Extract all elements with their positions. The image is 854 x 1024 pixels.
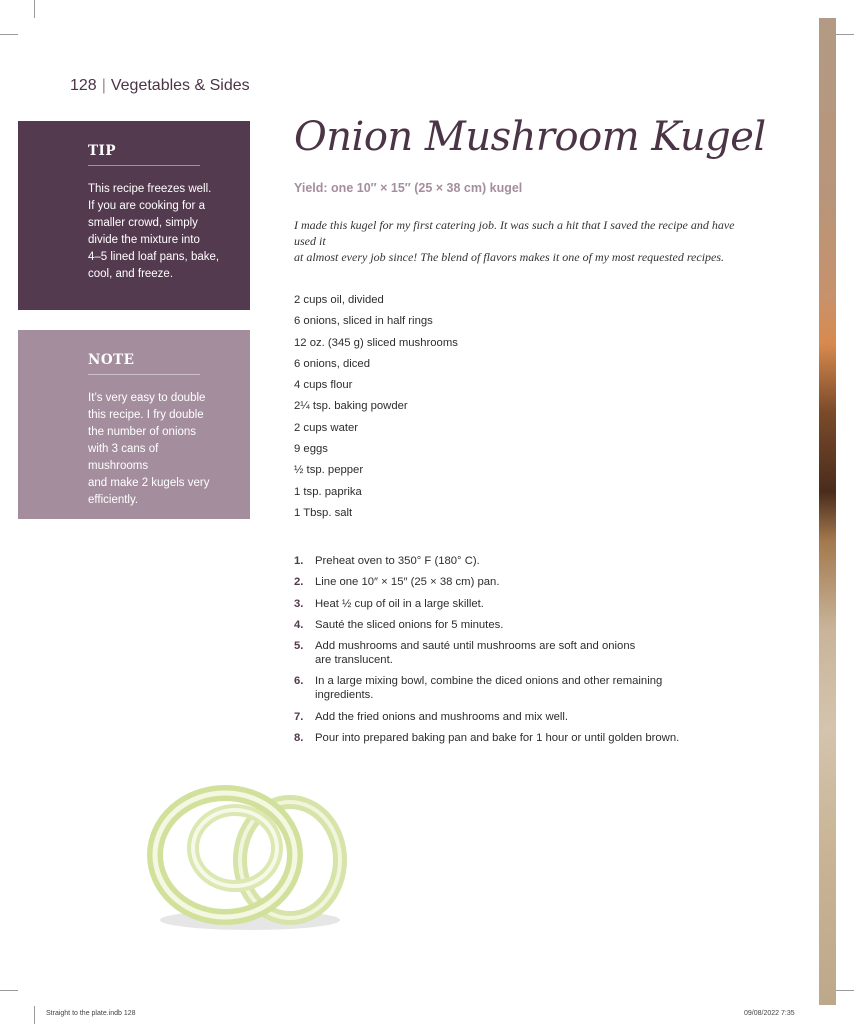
header-divider: |	[101, 77, 106, 94]
step-text	[315, 618, 694, 632]
section-title: Vegetables & Sides	[110, 77, 250, 94]
step-line: In a large mixing bowl, combine the diced onions and other remaining	[315, 675, 663, 688]
ingredient-item: 2 cups water	[294, 421, 359, 434]
note-line: and make 2 kugels very	[88, 477, 210, 489]
note-line: efficiently.	[88, 494, 139, 506]
tip-line: If you are cooking for a	[88, 200, 205, 212]
crop-mark	[0, 990, 18, 991]
step-line: Add the fried onions and mushrooms and mix well.	[315, 710, 569, 723]
step-text	[315, 597, 694, 611]
step-number: 2.	[294, 576, 304, 589]
footer-file-slug: Straight to the plate.indb 128	[46, 1010, 136, 1017]
step-number: 1.	[294, 555, 304, 567]
step-line: Line one 10″ × 15″ (25 × 38 cm) pan.	[315, 576, 500, 589]
tip-line: divide the mixture into	[88, 234, 200, 246]
instructions-list	[294, 554, 694, 752]
step-text	[315, 731, 694, 745]
note-line: with 3 cans of mushrooms	[88, 443, 159, 472]
tip-divider	[88, 165, 200, 166]
step-line: are translucent.	[315, 654, 393, 667]
step-line: Sauté the sliced onions for 5 minutes.	[315, 618, 504, 631]
ingredient-item: 6 onions, diced	[294, 357, 370, 370]
crop-mark	[34, 0, 35, 18]
recipe-yield: Yield: one 10″ × 15″ (25 × 38 cm) kugel	[294, 181, 523, 195]
instruction-step	[294, 618, 694, 632]
tip-line: 4–5 lined loaf pans, bake,	[88, 251, 220, 263]
note-heading: NOTE	[88, 352, 135, 368]
note-line: It’s very easy to double	[88, 392, 206, 404]
step-number: 3.	[294, 597, 304, 610]
ingredient-item: 2¼ tsp. baking powder	[294, 400, 408, 413]
ingredient-item: ½ tsp. pepper	[294, 464, 364, 477]
recipe-title: Onion Mushroom Kugel	[294, 114, 766, 160]
page-number: 128	[70, 77, 97, 94]
ingredient-item: 2 cups oil, divided	[294, 294, 384, 306]
crop-mark	[836, 990, 854, 991]
running-header	[70, 77, 250, 95]
instruction-step	[294, 597, 694, 611]
tip-line: This recipe freezes well.	[88, 183, 212, 195]
step-line: Heat ½ cup of oil in a large skillet.	[315, 597, 484, 610]
instruction-step	[294, 554, 694, 568]
step-line: Pour into prepared baking pan and bake for 1 hour or until golden brown.	[315, 732, 680, 745]
note-text	[88, 390, 220, 509]
intro-line: I made this kugel for my first catering job. It was such a hit that I saved the recipe and have used it	[294, 218, 735, 248]
ingredients-list	[294, 292, 458, 526]
instruction-step	[294, 674, 694, 702]
ingredient-item: 9 eggs	[294, 443, 328, 456]
footer-datetime: 09/08/2022 7:35	[744, 1010, 795, 1017]
note-line: the number of onions	[88, 426, 197, 438]
note-divider	[88, 374, 200, 375]
step-number: 5.	[294, 640, 304, 653]
step-number: 7.	[294, 710, 304, 723]
step-line: Preheat oven to 350° F (180° C).	[315, 555, 480, 567]
ingredient-item: 1 Tbsp. salt	[294, 506, 353, 519]
step-text	[315, 575, 694, 589]
recipe-intro	[294, 217, 754, 265]
crop-mark	[34, 1006, 35, 1024]
ingredient-item: 12 oz. (345 g) sliced mushrooms	[294, 336, 458, 349]
step-line: Add mushrooms and sauté until mushrooms are soft and onions	[315, 640, 636, 653]
instruction-step	[294, 710, 694, 724]
ingredient-item: 6 onions, sliced in half rings	[294, 315, 433, 328]
ingredient-item: 4 cups flour	[294, 379, 353, 392]
step-text	[315, 639, 694, 667]
tip-heading: TIP	[88, 143, 117, 159]
step-text	[315, 710, 694, 724]
note-box	[18, 330, 250, 519]
instruction-step	[294, 575, 694, 589]
step-number: 4.	[294, 618, 304, 631]
step-line: ingredients.	[315, 689, 374, 702]
instruction-step	[294, 731, 694, 745]
note-line: this recipe. I fry double	[88, 409, 204, 421]
tip-box	[18, 121, 250, 310]
photo-edge-strip	[819, 18, 836, 1005]
tip-line: smaller crowd, simply	[88, 217, 198, 229]
tip-line: cool, and freeze.	[88, 268, 174, 280]
step-number: 6.	[294, 675, 304, 688]
intro-line: at almost every job since! The blend of flavors makes it one of my most requested recipes.	[294, 250, 725, 264]
step-text	[315, 554, 694, 568]
ingredient-item: 1 tsp. paprika	[294, 485, 362, 498]
tip-text	[88, 181, 220, 283]
onion-rings-illustration	[140, 760, 360, 940]
step-number: 8.	[294, 732, 304, 745]
instruction-step	[294, 639, 694, 667]
crop-mark	[836, 34, 854, 35]
step-text	[315, 674, 694, 702]
crop-mark	[0, 34, 18, 35]
